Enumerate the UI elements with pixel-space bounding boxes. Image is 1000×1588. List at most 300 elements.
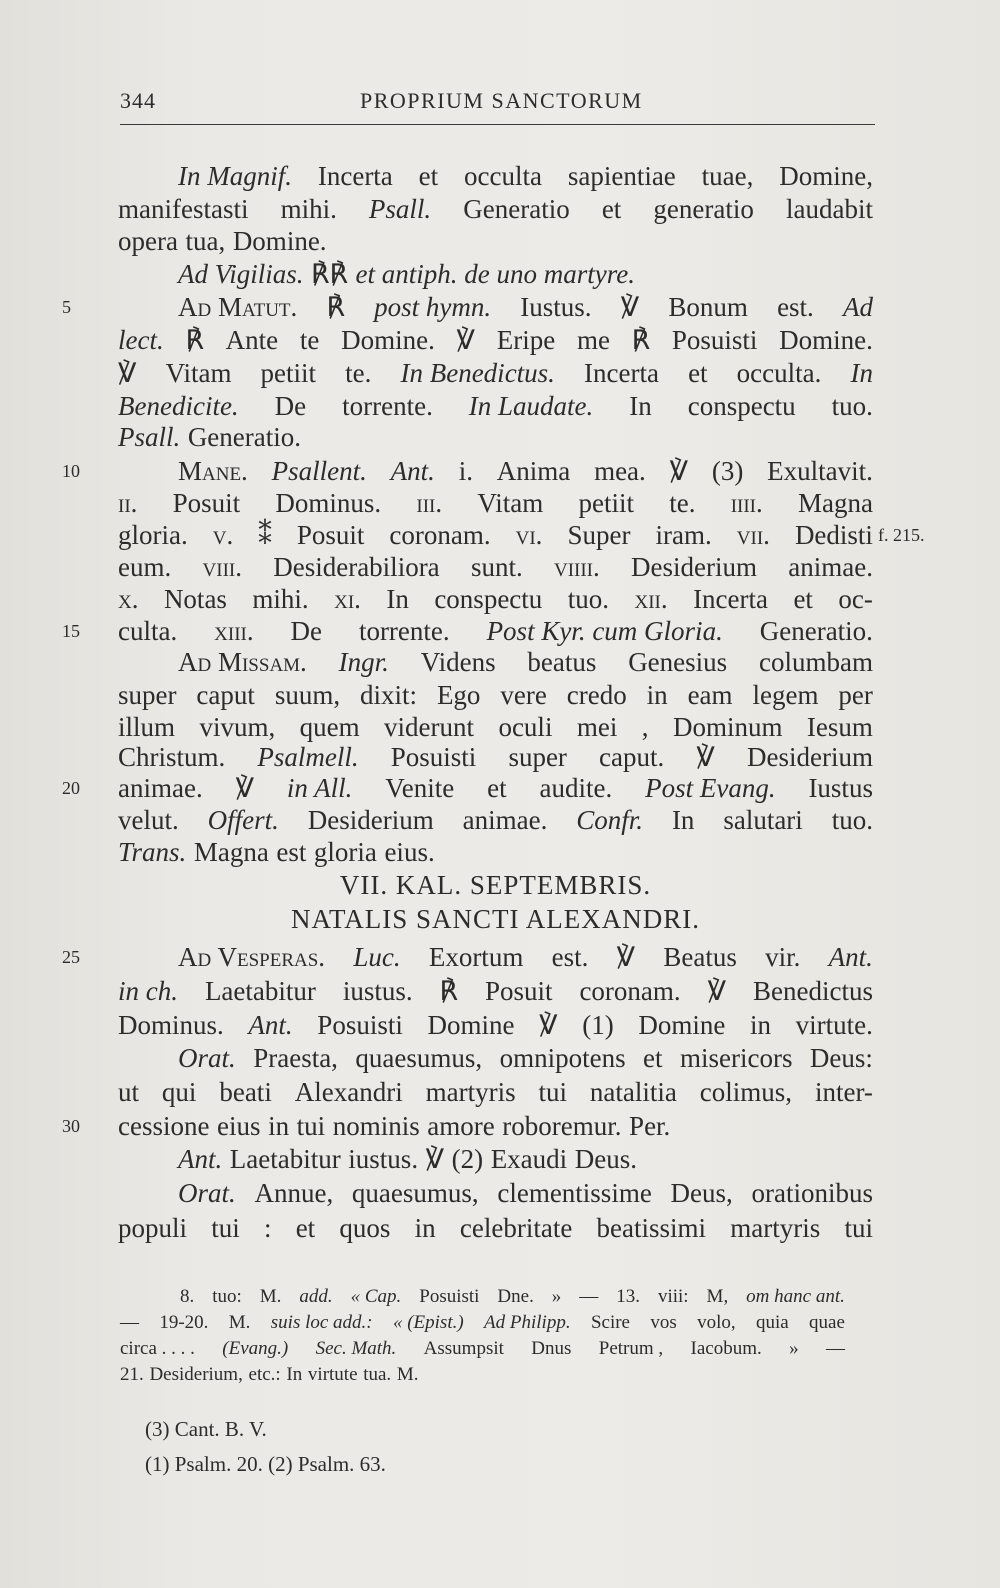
word: Exaudi	[490, 1144, 568, 1174]
word: vi.	[515, 520, 543, 550]
footnote-line	[120, 1336, 845, 1362]
body-line	[118, 487, 873, 519]
word: conspectu	[687, 391, 796, 421]
word: Dedisti	[794, 520, 873, 550]
word: (2)	[451, 1144, 484, 1174]
word: Domine,	[779, 161, 873, 191]
word: dixit:	[360, 680, 418, 710]
header-rule	[120, 124, 875, 125]
body-line	[178, 941, 873, 973]
word: opera	[118, 226, 178, 256]
word: De	[290, 616, 323, 646]
footnote-line	[180, 1284, 845, 1310]
word: vos	[650, 1312, 677, 1333]
word: iram.	[655, 520, 712, 550]
word: Confr.	[576, 805, 644, 835]
word: et	[793, 584, 813, 614]
word: sunt.	[470, 552, 523, 582]
body-line	[118, 390, 873, 422]
word: roboremur.	[502, 1111, 622, 1141]
word: mihi.	[252, 584, 309, 614]
word: Dominum	[672, 712, 783, 742]
word: —	[120, 1312, 139, 1333]
word: VII. KAL. SEPTEMBRIS.	[339, 870, 652, 900]
word: Domine	[638, 1010, 726, 1040]
word: velut.	[118, 805, 179, 835]
running-title: PROPRIUM SANCTORUM	[360, 88, 643, 113]
word: in	[268, 1111, 290, 1141]
word: Desiderium,	[149, 1364, 243, 1385]
word: laudabit	[785, 194, 873, 224]
body-line	[118, 679, 873, 711]
word: tuo.	[567, 584, 610, 614]
word: Trans.	[118, 837, 187, 867]
word: Venite	[385, 773, 455, 803]
word: cessione	[118, 1111, 210, 1141]
word: legem	[752, 680, 819, 710]
word: Notas	[163, 584, 227, 614]
word: caput.	[599, 742, 665, 772]
word: Videns	[420, 647, 496, 677]
word: vivum,	[199, 712, 276, 742]
body-line	[118, 772, 873, 804]
word: orationibus	[751, 1178, 873, 1208]
body-line	[178, 1042, 873, 1074]
word: Deus:	[809, 1043, 873, 1073]
line-number: 5	[62, 297, 71, 317]
word: tuae,	[701, 161, 754, 191]
word: viii.	[202, 552, 242, 582]
word: Post Evang.	[645, 773, 776, 803]
word: illum	[118, 712, 176, 742]
word: v.	[212, 520, 234, 550]
word: suis loc add.:	[270, 1312, 373, 1333]
word: Luc.	[353, 942, 401, 972]
word: iustus.	[342, 976, 413, 1006]
word: me	[576, 325, 610, 355]
word: M.	[228, 1312, 251, 1333]
word: et	[601, 194, 622, 224]
line-number: 30	[62, 1116, 80, 1136]
word: quem	[299, 712, 360, 742]
word: Petrum ,	[598, 1338, 664, 1359]
word: petiit	[578, 488, 634, 518]
word: Domine.	[779, 325, 873, 355]
word: et	[643, 1043, 663, 1073]
word: »	[551, 1286, 562, 1307]
body-line	[118, 1110, 873, 1142]
word: Iacobum.	[690, 1338, 762, 1359]
word: Anima	[496, 456, 571, 486]
word: animae.	[788, 552, 873, 582]
word: Beatus	[663, 942, 737, 972]
body-line	[118, 193, 873, 225]
word: Praesta,	[253, 1043, 338, 1073]
body-line	[118, 1009, 873, 1041]
word: Psallent.	[271, 456, 367, 486]
word: nominis	[332, 1111, 420, 1141]
word: Vitam	[477, 488, 544, 518]
word: Exortum	[428, 942, 524, 972]
page-number: 344	[120, 88, 156, 113]
body-line	[178, 455, 873, 487]
word: Iesum	[806, 712, 873, 742]
word: tua,	[185, 226, 226, 256]
word: Ad Missam.	[178, 647, 307, 677]
word: eum.	[118, 552, 172, 582]
word: Posuisti	[317, 1010, 403, 1040]
word: mei	[576, 712, 618, 742]
word: ℣	[456, 325, 476, 355]
word: Offert.	[207, 805, 279, 835]
word: i.	[458, 456, 473, 486]
word: coronam.	[389, 520, 491, 550]
word: et antiph. de uno martyre.	[355, 259, 635, 289]
word: gloria	[313, 837, 377, 867]
line-number: 10	[62, 461, 80, 481]
word: ℣	[616, 942, 636, 972]
word: ℟	[326, 292, 345, 322]
word: et	[487, 773, 507, 803]
word: ℣	[707, 976, 727, 1006]
running-head	[120, 88, 875, 118]
word: columbam	[758, 647, 873, 677]
word: iii.	[416, 488, 443, 518]
word: In Benedictus.	[400, 358, 555, 388]
body-line	[118, 519, 873, 551]
word: lect.	[118, 325, 164, 355]
word: « (Epist.)	[392, 1312, 464, 1333]
word: In	[386, 584, 409, 614]
word: est.	[551, 942, 589, 972]
word: Posuit	[484, 976, 553, 1006]
word: Laetabitur	[229, 1144, 341, 1174]
word: oc-	[838, 584, 873, 614]
word: gloria.	[118, 520, 188, 550]
word: Post Kyr. cum Gloria.	[486, 616, 723, 646]
word: ℟	[185, 325, 204, 355]
word: Alexandri	[294, 1077, 403, 1107]
word: viiii.	[553, 552, 600, 582]
word: In	[671, 805, 695, 835]
word: Deus.	[574, 1144, 637, 1174]
word: Domine.	[232, 226, 327, 256]
word: om hanc ant.	[746, 1286, 845, 1307]
word: etc.:	[248, 1364, 281, 1385]
word: quae	[809, 1312, 845, 1333]
word: ℣	[118, 358, 137, 388]
word: coronam.	[579, 976, 681, 1006]
word: misericors	[679, 1043, 793, 1073]
word: audite.	[539, 773, 613, 803]
word: Orat.	[178, 1178, 236, 1208]
word: M.	[396, 1364, 419, 1385]
word: Ad Vigilias.	[178, 259, 304, 289]
body-line	[178, 291, 873, 323]
word: Dominus.	[275, 488, 382, 518]
word: petiit	[260, 358, 317, 388]
word: populi	[118, 1213, 188, 1243]
word: vir.	[765, 942, 801, 972]
word: Desiderium	[631, 552, 757, 582]
word: viii:	[657, 1286, 689, 1307]
word: Genesius	[628, 647, 728, 677]
word: ℣	[669, 456, 689, 486]
word: »	[789, 1338, 799, 1359]
word: conspectu	[434, 584, 543, 614]
word: volo,	[697, 1312, 736, 1333]
word: generatio	[653, 194, 754, 224]
word: Ante	[225, 325, 279, 355]
word: manifestasti	[118, 194, 249, 224]
word: te.	[345, 358, 372, 388]
word: in	[414, 1213, 436, 1243]
word: —	[579, 1286, 599, 1307]
word: Desiderium	[307, 805, 434, 835]
word: mihi.	[280, 194, 337, 224]
word: xii.	[634, 584, 668, 614]
word: animae.	[462, 805, 548, 835]
word: tui	[538, 1077, 568, 1107]
word: amore	[427, 1111, 495, 1141]
word: torrente.	[358, 616, 450, 646]
word: Desiderabiliora	[273, 552, 440, 582]
word: super	[508, 742, 567, 772]
word: In	[286, 1364, 303, 1385]
word: Ad Philipp.	[484, 1312, 571, 1333]
body-line	[118, 741, 873, 773]
word: occulta	[464, 161, 542, 191]
source-note: (1) Psalm. 20. (2) Psalm. 63.	[145, 1452, 386, 1476]
word: (1)	[582, 1010, 614, 1040]
word: suum,	[274, 680, 341, 710]
word: Psall.	[368, 194, 432, 224]
word: Ad Vesperas.	[178, 942, 326, 972]
word: oculi	[498, 712, 553, 742]
word: In	[850, 358, 873, 388]
word: eam	[687, 680, 733, 710]
word: et	[418, 161, 439, 191]
word: In	[629, 391, 652, 421]
body-line	[178, 258, 873, 290]
word: Dne.	[497, 1286, 534, 1307]
word: ,	[641, 712, 649, 742]
word: tuo.	[831, 805, 873, 835]
word: 21.	[120, 1364, 144, 1385]
word: inter-	[814, 1077, 873, 1107]
body-line	[118, 225, 873, 257]
word: in	[646, 680, 668, 710]
word: virtute	[307, 1364, 358, 1385]
word: martyris	[425, 1077, 516, 1107]
word: ℣	[696, 742, 715, 772]
word: Incerta	[584, 358, 659, 388]
word: Posuisti	[390, 742, 477, 772]
word: est.	[777, 292, 814, 322]
word: culta.	[118, 616, 178, 646]
word: x.	[118, 584, 139, 614]
word: Posuit	[296, 520, 365, 550]
word: ℣	[235, 773, 255, 803]
word: add.	[299, 1286, 333, 1307]
word: xiii.	[214, 616, 254, 646]
word: credo	[566, 680, 627, 710]
word: beati	[219, 1077, 272, 1107]
body-line	[118, 421, 873, 453]
word: Scire	[590, 1312, 630, 1333]
word: Annue,	[254, 1178, 334, 1208]
word: tuo:	[212, 1286, 242, 1307]
word: Eripe	[496, 325, 556, 355]
word: tui	[211, 1213, 240, 1243]
word: NATALIS SANCTI ALEXANDRI.	[290, 904, 701, 934]
word: quia	[755, 1312, 789, 1333]
word: Posuisti	[671, 325, 758, 355]
word: Ad Matut.	[178, 292, 298, 322]
line-number: 15	[62, 621, 80, 641]
word: beatus	[527, 647, 597, 677]
word: :	[263, 1213, 272, 1243]
body-line	[118, 804, 873, 836]
word: Exultavit.	[767, 456, 873, 486]
word: Assumpsit	[423, 1338, 504, 1359]
word: circa . . . .	[120, 1338, 195, 1359]
word: Domine.	[341, 325, 435, 355]
word: quaesumus,	[351, 1178, 479, 1208]
word: in	[750, 1010, 772, 1040]
body-line	[178, 1177, 873, 1209]
word: colimus,	[699, 1077, 793, 1107]
word: Ingr.	[338, 647, 389, 677]
word: ℟	[439, 976, 459, 1006]
word: Orat.	[178, 1043, 236, 1073]
body-line	[118, 357, 873, 389]
body-line	[118, 975, 873, 1007]
word: in All.	[286, 773, 353, 803]
word: Generatio	[463, 194, 570, 224]
word: qui	[161, 1077, 197, 1107]
word: Domine	[427, 1010, 515, 1040]
word: caput	[196, 680, 255, 710]
word: iiii.	[730, 488, 763, 518]
word: ℟	[631, 325, 651, 355]
word: natalitia	[589, 1077, 677, 1107]
word: Christum.	[118, 742, 226, 772]
word: 8.	[180, 1286, 195, 1307]
word: (3)	[711, 456, 744, 486]
word: 19-20.	[159, 1312, 209, 1333]
word: Ant.	[390, 456, 435, 486]
word: Super	[567, 520, 631, 550]
body-line	[178, 160, 873, 192]
word: sapientiae	[567, 161, 676, 191]
word: Ant.	[248, 1010, 293, 1040]
body-line	[118, 869, 873, 901]
word: eius	[217, 1111, 261, 1141]
word: ⁑	[258, 520, 272, 550]
body-line	[118, 583, 873, 615]
word: mea.	[594, 456, 646, 486]
word: Ant.	[828, 942, 873, 972]
body-line	[118, 324, 873, 356]
body-line	[118, 551, 873, 583]
word: Per.	[629, 1111, 671, 1141]
word: quos	[339, 1213, 391, 1243]
word: Incerta	[693, 584, 768, 614]
word: ℣	[620, 292, 640, 322]
word: Vitam	[165, 358, 232, 388]
word: vere	[500, 680, 547, 710]
body-line	[118, 615, 873, 647]
word: ut	[118, 1077, 140, 1107]
word: est	[276, 837, 307, 867]
word: occulta.	[736, 358, 822, 388]
body-line	[118, 836, 873, 868]
word: post hymn.	[374, 292, 492, 322]
word: Ant.	[178, 1144, 223, 1174]
word: salutari	[723, 805, 803, 835]
word: celebritate	[459, 1213, 573, 1243]
word: quaesumus,	[355, 1043, 483, 1073]
body-line	[178, 1143, 873, 1175]
word: ℣	[425, 1144, 445, 1174]
word: Sec. Math.	[315, 1338, 397, 1359]
word: In Magnif.	[178, 161, 292, 191]
word: omnipotens	[499, 1043, 626, 1073]
word: —	[825, 1338, 845, 1359]
body-line	[118, 711, 873, 743]
body-line	[118, 1076, 873, 1108]
word: martyris	[730, 1213, 821, 1243]
footnote-line	[120, 1310, 845, 1336]
word: De	[274, 391, 307, 421]
word: in ch.	[118, 976, 178, 1006]
word: Bonum	[668, 292, 748, 322]
word: et	[295, 1213, 316, 1243]
body-line	[178, 646, 873, 678]
word: Deus,	[670, 1178, 733, 1208]
word: Psall.	[118, 422, 181, 452]
word: tui	[296, 1111, 326, 1141]
word: Ego	[436, 680, 481, 710]
word: Dominus.	[118, 1010, 224, 1040]
word: clementissime	[497, 1178, 652, 1208]
word: per	[838, 680, 873, 710]
word: animae.	[118, 773, 203, 803]
line-number: 25	[62, 947, 80, 967]
word: ℣	[539, 1010, 558, 1040]
word: Generatio.	[187, 422, 302, 452]
word: In Laudate.	[468, 391, 594, 421]
word: Benedictus	[753, 976, 873, 1006]
word: tui	[844, 1213, 873, 1243]
word: tuo.	[831, 391, 873, 421]
word: Magna	[193, 837, 269, 867]
word: vii.	[736, 520, 770, 550]
line-number: 20	[62, 778, 80, 798]
folio-reference: f. 215.	[878, 525, 925, 545]
word: M,	[706, 1286, 729, 1307]
word: (Evang.)	[222, 1338, 289, 1359]
word: iustus.	[348, 1144, 419, 1174]
word: ii.	[118, 488, 138, 518]
body-line	[118, 903, 873, 935]
word: te.	[669, 488, 696, 518]
word: virtute.	[795, 1010, 873, 1040]
word: Psalmell.	[257, 742, 359, 772]
word: Iustus	[808, 773, 873, 803]
word: « Cap.	[350, 1286, 402, 1307]
